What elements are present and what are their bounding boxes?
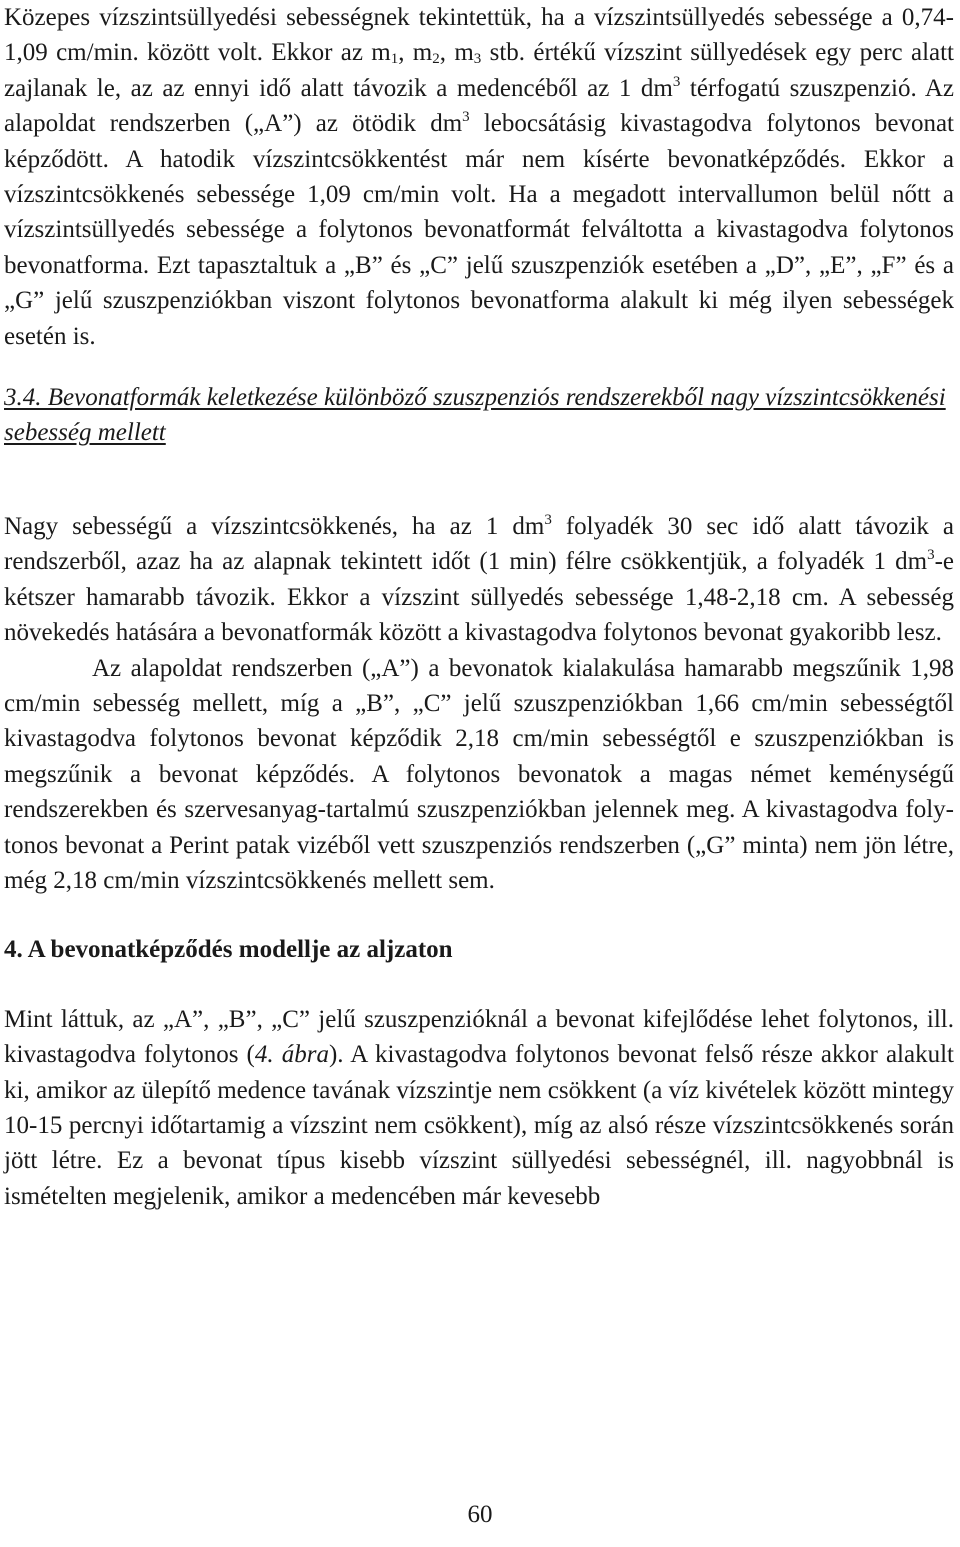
text-run: Közepes vízszintsüllyedési sebességnek tekintettük, ha a vízszintsüllyedés sebessége a 0,74-1,09 cm/min. között volt. Ekkor az m — [4, 4, 954, 67]
figure-reference: 4. ábra — [254, 1041, 329, 1069]
paragraph-water-level-speed — [4, 0, 954, 354]
text-run: -e kétszer hamarabb távozik. Ekkor a vízszint süllyedés sebessége 1,48-2,18 cm. A sebesség növekedés hatására a bevonatformák között a kivastagodva folytonos bevonat gyakoribb lesz. — [4, 548, 954, 647]
paragraph-high-speed — [4, 509, 954, 651]
text-run: térfogatú szuszpenzió. Az alapoldat rendszerben („A”) az ötödik dm — [4, 74, 954, 138]
subscript: 2 — [432, 51, 440, 68]
superscript: 3 — [672, 73, 681, 90]
page-number: 60 — [467, 1501, 493, 1528]
text-run: , m — [398, 39, 433, 67]
section-heading: 3.4. Bevonatformák keletkezése különböző szuszpenziós rendszerekből nagy vízszintcsökkenési sebesség mellett — [4, 384, 946, 447]
paragraph-base-solution: Az alapoldat rendszerben („A”) a bevonatok kialakulása hamarabb megszűnik 1,98 cm/min sebesség mellett, míg a „B”, „C” jelű szuszpenziókban 1,66 cm/min sebességtől kivastagodva folytonos bevonat képződik 2,18 cm/min sebességtől e szuszpenziókban is megszűnik a bevonat képződés. A folytonos bevonatok a magas német keménységű rendszerekben és szervesanyag-tartalmú szuszpenziókban jelennek meg. A kivastagodva folytonos bevonat a Perint patak vizéből vett szuszpenziós rendszerben („G” minta) nem jön létre, még 2,18 cm/min vízszintcsökkenés mellett sem. — [4, 654, 954, 894]
paragraph-coating-model — [4, 1002, 954, 1214]
chapter-heading: 4. A bevonatképződés modellje az aljzaton — [4, 936, 453, 964]
text-run: , m — [439, 39, 474, 67]
text-run: folyadék 30 sec idő alatt távozik a rendszerből, azaz ha az alapnak tekintett időt (1 min) félre csökkentjük, a folyadék 1 dm — [4, 512, 955, 576]
subscript: 3 — [473, 51, 482, 68]
superscript: 3 — [462, 109, 470, 126]
text-run: stb. értékű vízszint süllyedések egy perc alatt zajlanak le, az az ennyi idő alatt távozik a medencéből az 1 dm — [4, 39, 954, 102]
superscript: 3 — [544, 511, 552, 528]
text-run: Mint láttuk, az „A”, „B”, „C” jelű szuszpenzióknál a bevonat kifejlődése lehet folytonos, ill. kivastagodva folytonos ( — [4, 1005, 954, 1069]
text-run: ). A kivastagodva folytonos bevonat felső része akkor alakult ki, amikor az ülepítő medence tavának vízszintje nem csökkent (a víz kivételek között mintegy 10-15 percnyi időtartamig a vízszint nem csökkent), míg az alsó része vízszintcsökkenés során jött létre. Ez a bevonat típus kisebb vízszint süllyedési sebességnél, ill. nagyobbnál is ismételten megjelenik, amikor a medencében már kevesebb — [4, 1041, 954, 1210]
text-run: Nagy sebességű a vízszintcsökkenés, ha az 1 dm — [4, 512, 545, 540]
superscript: 3 — [927, 547, 935, 564]
text-run: lebocsátásig kivastagodva folytonos bevonat képződött. A hatodik vízszintcsökkentést már nem kísérte bevonatképződés. Ekkor a vízszintcsökkenés sebessége 1,09 cm/min volt. Ha a megadott intervallumon belül nőtt a vízszintsüllyedés sebessége a folytonos bevonatformát felváltotta a kivastagodva folytonos bevonatforma. Ezt tapasztaltuk a „B” és „C” jelű szuszpenziók esetében a „D”, „E”, „F” és a „G” jelű szuszpenziókban viszont folytonos bevonatforma alakult ki még ilyen sebességek esetén is. — [4, 110, 954, 350]
subscript: 1 — [390, 51, 399, 68]
page-body — [4, 0, 954, 1214]
